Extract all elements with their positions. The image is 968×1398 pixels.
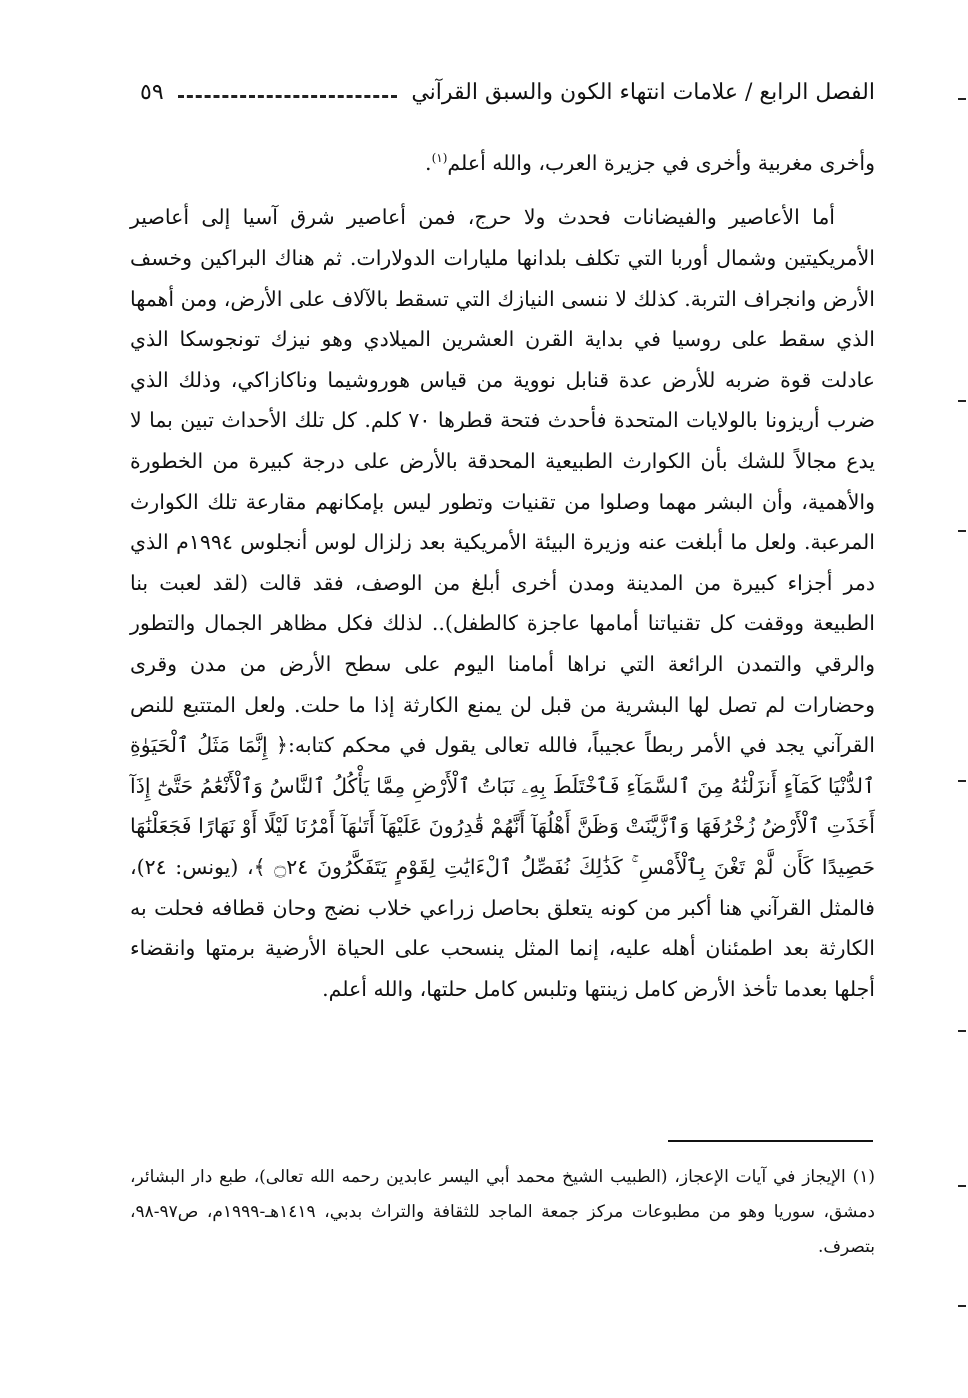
continuation-line (130, 138, 875, 183)
header-dotted-leader (178, 95, 398, 98)
paragraph-text-2: ، (يونس: ٢٤)، فالمثل القرآني هنا أكبر من كونه يتعلق بحاصل زراعي خلاب نضج وحان قطافه فحلت به الكارثة بعد اطمئنان أهله عليه، إنما المثل ينسحب على الحياة الأرضية برمتها وانقضاء أجلها بعدما تأخذ الأرض كامل زينتها وتلبس كامل حلتها، والله أعلم. (130, 854, 875, 1001)
page-header (140, 72, 875, 112)
footnote-text: (١) الإيجاز في آيات الإعجاز، (الطبيب الشيخ محمد أبي اليسر عابدين رحمه الله تعالى)، طبع دار البشائر، دمشق، سوريا وهو من مطبوعات مركز جمعة الماجد للثقافة والتراث بدبي، ١٤١٩هـ-١٩٩٩م، ص٩٧-٩٨، بتصرف. (130, 1167, 875, 1257)
footnote (130, 1160, 875, 1265)
footnote-separator (668, 1140, 873, 1142)
footnote-reference: (١) (431, 151, 448, 165)
continuation-end: . (425, 150, 432, 175)
scan-margin-mark (958, 530, 966, 532)
running-title: الفصل الرابع / علامات انتهاء الكون والسبق القرآني (411, 79, 875, 105)
paragraph-text-1: أما الأعاصير والفيضانات فحدث ولا حرج، فمن أعاصير شرق آسيا إلى أعاصير الأمريكيتين وشمال أوربا التي تكلف بلدانها مليارات الدولارات. ثم هناك البراكين وخسف الأرض وانجراف التربة. كذلك لا ننسى النيازك التي تسقط بالآلاف على الأرض، ومن أهمها الذي سقط على روسيا في بداية القرن العشرين الميلادي وهو نيزك تونجوسكا الذي عادلت قوة ضربه للأرض عدة قنابل نووية من قياس هوروشيما وناكازاكي، وذلك الذي ضرب أريزونا بالولايات المتحدة فأحدث فتحة قطرها ٧٠ كلم. كل تلك الأحداث تبين بما لا يدع مجالاً للشك بأن الكوارث الطبيعية المحدقة بالأرض على درجة كبيرة من الخطورة والأهمية، وأن البشر مهما وصلوا من تقنيات وتطور ليس بإمكانهم مقارعة تلك الكوارث المرعبة. ولعل ما أبلغت عنه وزيرة البيئة الأمريكية بعد زلزال لوس أنجلوس ١٩٩٤م الذي دمر أجزاء كبيرة من المدينة ومدن أخرى أبلغ من الوصف، فقد قالت (لقد لعبت بنا الطبيعة ووقفت كل تقنياتنا أمامها عاجزة كالطفل).. لذلك فكل مظاهر الجمال والتطور والرقي والتمدن الرائعة التي نراها أمامنا اليوم على سطح الأرض من مدن وقرى وحضارات لم تصل لها البشرية من قبل لن يمنع الكارثة إذا ما حلت. ولعل المتتبع للنص القرآني يجد في الأمر ربطاً عجيباً، فالله تعالى يقول في محكم كتابه: (130, 205, 875, 758)
body-text (130, 138, 875, 1009)
scan-margin-mark (958, 1185, 966, 1187)
quran-verse: ﴿ إِنَّمَا مَثَلُ ٱلْحَيَوٰةِ ٱلدُّنْيَا كَمَآءٍ أَنزَلْنَٰهُ مِنَ ٱلسَّمَآءِ فَٱخْتَلَطَ بِهِۦ نَبَاتُ ٱلْأَرْضِ مِمَّا يَأْكُلُ ٱلنَّاسُ وَٱلْأَنْعَٰمُ حَتَّىٰٓ إِذَآ أَخَذَتِ ٱلْأَرْضُ زُخْرُفَهَا وَٱزَّيَّنَتْ وَظَنَّ أَهْلُهَآ أَنَّهُمْ قَٰدِرُونَ عَلَيْهَآ أَتَىٰهَآ أَمْرُنَا لَيْلًا أَوْ نَهَارًا فَجَعَلْنَٰهَا حَصِيدًا كَأَن لَّمْ تَغْنَ بِٱلْأَمْسِ ۚ كَذَٰلِكَ نُفَصِّلُ ٱلْءَايَٰتِ لِقَوْمٍ يَتَفَكَّرُونَ ۝٢٤ ﴾ (130, 733, 875, 879)
scan-margin-mark (958, 98, 966, 100)
main-paragraph (130, 197, 875, 1009)
scan-margin-mark (958, 1305, 966, 1307)
continuation-text: وأخرى مغربية وأخرى في جزيرة العرب، والله أعلم (447, 150, 875, 175)
scan-margin-mark (958, 780, 966, 782)
page-number: ٥٩ (140, 79, 164, 105)
scan-margin-mark (958, 400, 966, 402)
scan-margin-mark (958, 1030, 966, 1032)
